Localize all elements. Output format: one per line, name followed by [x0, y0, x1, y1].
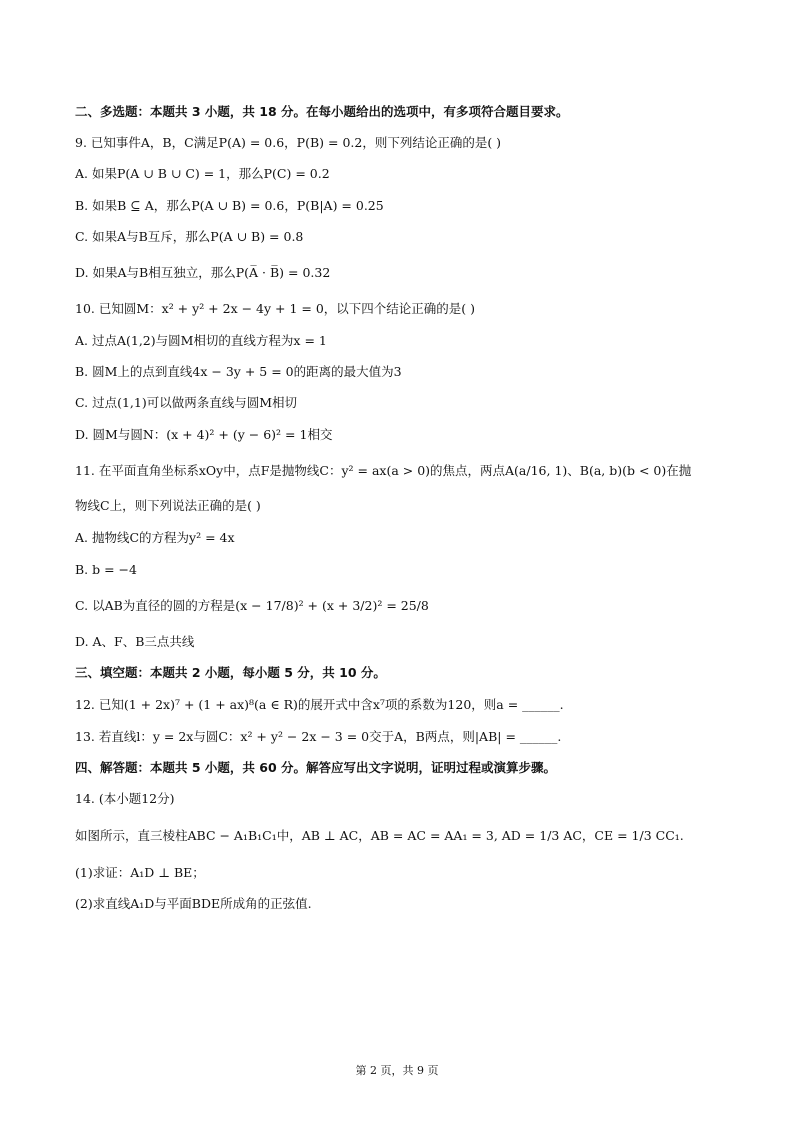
question-9-option-a: A. 如果P(A ∪ B ∪ C) = 1，那么P(C) = 0.2: [75, 166, 330, 181]
question-11-stem-line-1: 11. 在平面直角坐标系xOy中，点F是抛物线C：y² = ax(a > 0)的焦点，两点A(a/16, 1)、B(a, b)(b < 0)在抛: [75, 463, 692, 478]
question-14-part-2: (2)求直线A₁D与平面BDE所成角的正弦值.: [75, 896, 312, 911]
question-10-stem: 10. 已知圆M：x² + y² + 2x − 4y + 1 = 0，以下四个结论正确的是( ): [75, 301, 476, 316]
question-11-option-b: B. b = −4: [75, 562, 137, 577]
question-11-option-a: A. 抛物线C的方程为y² = 4x: [75, 530, 235, 545]
question-12: 12. 已知(1 + 2x)⁷ + (1 + ax)⁸(a ∈ R)的展开式中含x⁷项的系数为120，则a = ______.: [75, 697, 564, 712]
question-13: 13. 若直线l：y = 2x与圆C：x² + y² − 2x − 3 = 0交于A，B两点，则|AB| = ______.: [75, 729, 562, 744]
section-heading-solutions: 四、解答题：本题共 5 小题，共 60 分。解答应写出文字说明，证明过程或演算步骤。: [75, 760, 557, 775]
question-10-option-c: C. 过点(1,1)可以做两条直线与圆M相切: [75, 395, 297, 410]
question-11-option-c: C. 以AB为直径的圆的方程是(x − 17/8)² + (x + 3/2)² = 25/8: [75, 598, 429, 613]
question-11-stem-line-2: 物线C上，则下列说法正确的是( ): [75, 498, 261, 513]
question-10-option-b: B. 圆M上的点到直线4x − 3y + 5 = 0的距离的最大值为3: [75, 364, 402, 379]
question-14-part-1: (1)求证：A₁D ⊥ BE；: [75, 865, 205, 880]
question-14-body: 如图所示，直三棱柱ABC − A₁B₁C₁中，AB ⊥ AC，AB = AC = AA₁ = 3, AD = 1/3 AC，CE = 1/3 CC₁.: [75, 828, 684, 843]
question-9-option-c: C. 如果A与B互斥，那么P(A ∪ B) = 0.8: [75, 229, 304, 244]
question-9-option-b: B. 如果B ⊆ A，那么P(A ∪ B) = 0.6，P(B|A) = 0.25: [75, 198, 384, 213]
question-14-heading: 14. (本小题12分): [75, 791, 175, 806]
question-10-option-d: D. 圆M与圆N：(x + 4)² + (y − 6)² = 1相交: [75, 427, 333, 442]
section-heading-multiple-choice: 二、多选题：本题共 3 小题，共 18 分。在每小题给出的选项中，有多项符合题目要求。: [75, 104, 569, 119]
question-11-option-d: D. A、F、B三点共线: [75, 634, 195, 649]
page-footer: 第 2 页，共 9 页: [355, 1064, 439, 1077]
question-10-option-a: A. 过点A(1,2)与圆M相切的直线方程为x = 1: [75, 333, 327, 348]
question-9-option-d: D. 如果A与B相互独立，那么P(A̅ · B̅) = 0.32: [75, 265, 331, 280]
section-heading-fill-in: 三、填空题：本题共 2 小题，每小题 5 分，共 10 分。: [75, 665, 386, 680]
question-9-stem: 9. 已知事件A，B，C满足P(A) = 0.6，P(B) = 0.2，则下列结论正确的是( ): [75, 135, 502, 150]
